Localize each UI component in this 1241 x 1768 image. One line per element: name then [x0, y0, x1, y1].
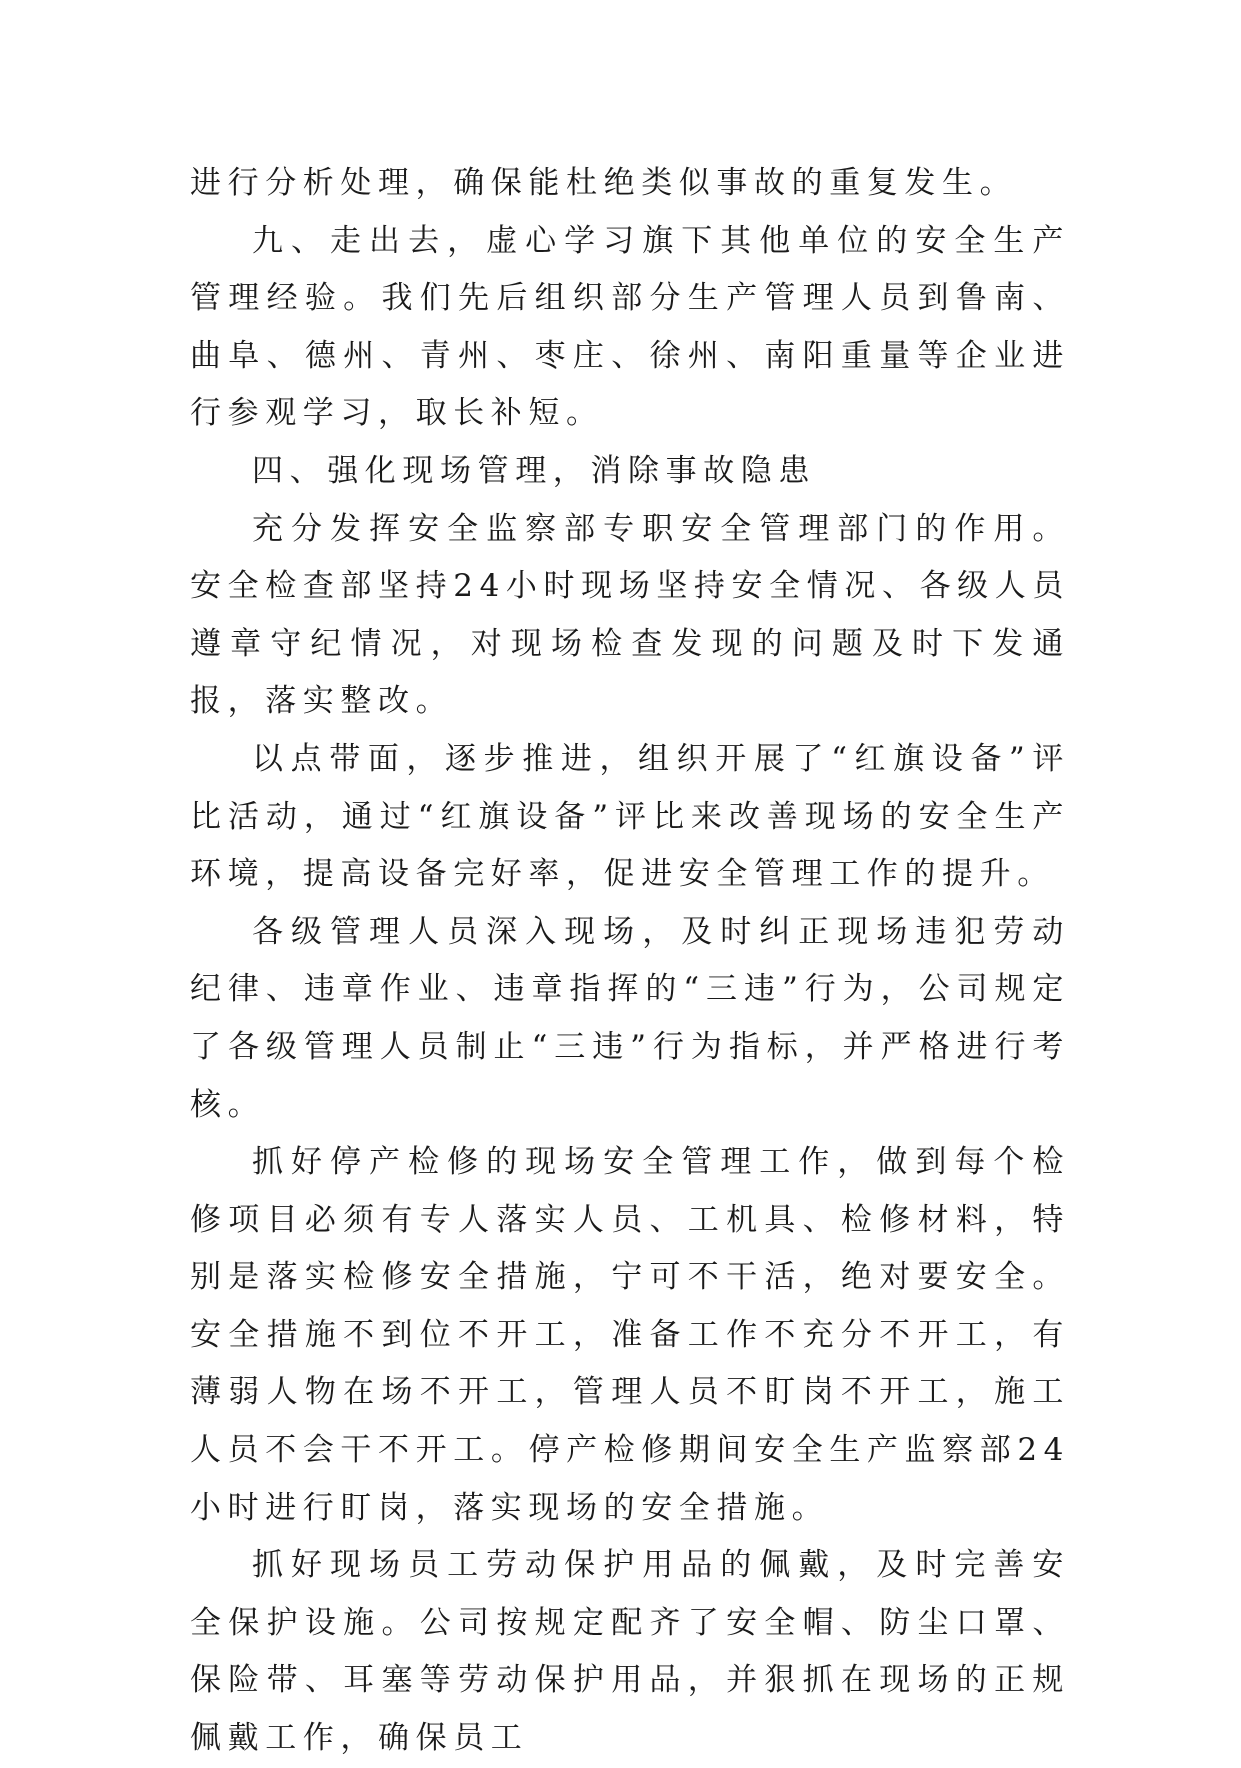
document-body — [190, 155, 1070, 1768]
paragraph-three-violations: 各级管理人员深入现场，及时纠正现场违犯劳动纪律、违章作业、违章指挥的“三违”行为，公司规定了各级管理人员制止“三违”行为指标，并严格进行考核。 — [190, 913, 1070, 1123]
paragraph-red-flag-equipment: 以点带面，逐步推进，组织开展了“红旗设备”评比活动，通过“红旗设备”评比来改善现场的安全生产环境，提高设备完好率，促进安全管理工作的提升。 — [190, 740, 1070, 893]
paragraph-continuation: 进行分析处理，确保能杜绝类似事故的重复发生。 — [190, 165, 1018, 201]
section-heading-four: 四、强化现场管理，消除事故隐患 — [252, 452, 816, 489]
paragraph-safety-supervision: 充分发挥安全监察部专职安全管理部门的作用。安全检查部坚持24小时现场坚持安全情况、各级人员遵章守纪情况，对现场检查发现的问题及时下发通报，落实整改。 — [190, 510, 1070, 720]
paragraph-item-nine: 九、走出去，虚心学习旗下其他单位的安全生产管理经验。我们先后组织部分生产管理人员到鲁南、曲阜、德州、青州、枣庄、徐州、南阳重量等企业进行参观学习，取长补短。 — [190, 222, 1070, 432]
paragraph-protective-equipment: 抓好现场员工劳动保护用品的佩戴，及时完善安全保护设施。公司按规定配齐了安全帽、防尘口罩、保险带、耳塞等劳动保护用品，并狠抓在现场的正规佩戴工作，确保员工 — [190, 1547, 1070, 1757]
paragraph-maintenance-safety: 抓好停产检修的现场安全管理工作，做到每个检修项目必须有专人落实人员、工机具、检修材料，特别是落实检修安全措施，宁可不干活，绝对要安全。安全措施不到位不开工，准备工作不充分不开工，有薄弱人物在场不开工，管理人员不盯岗不开工，施工人员不会干不开工。停产检修期间安全生产监察部24小时进行盯岗，落实现场的安全措施。 — [190, 1144, 1070, 1526]
